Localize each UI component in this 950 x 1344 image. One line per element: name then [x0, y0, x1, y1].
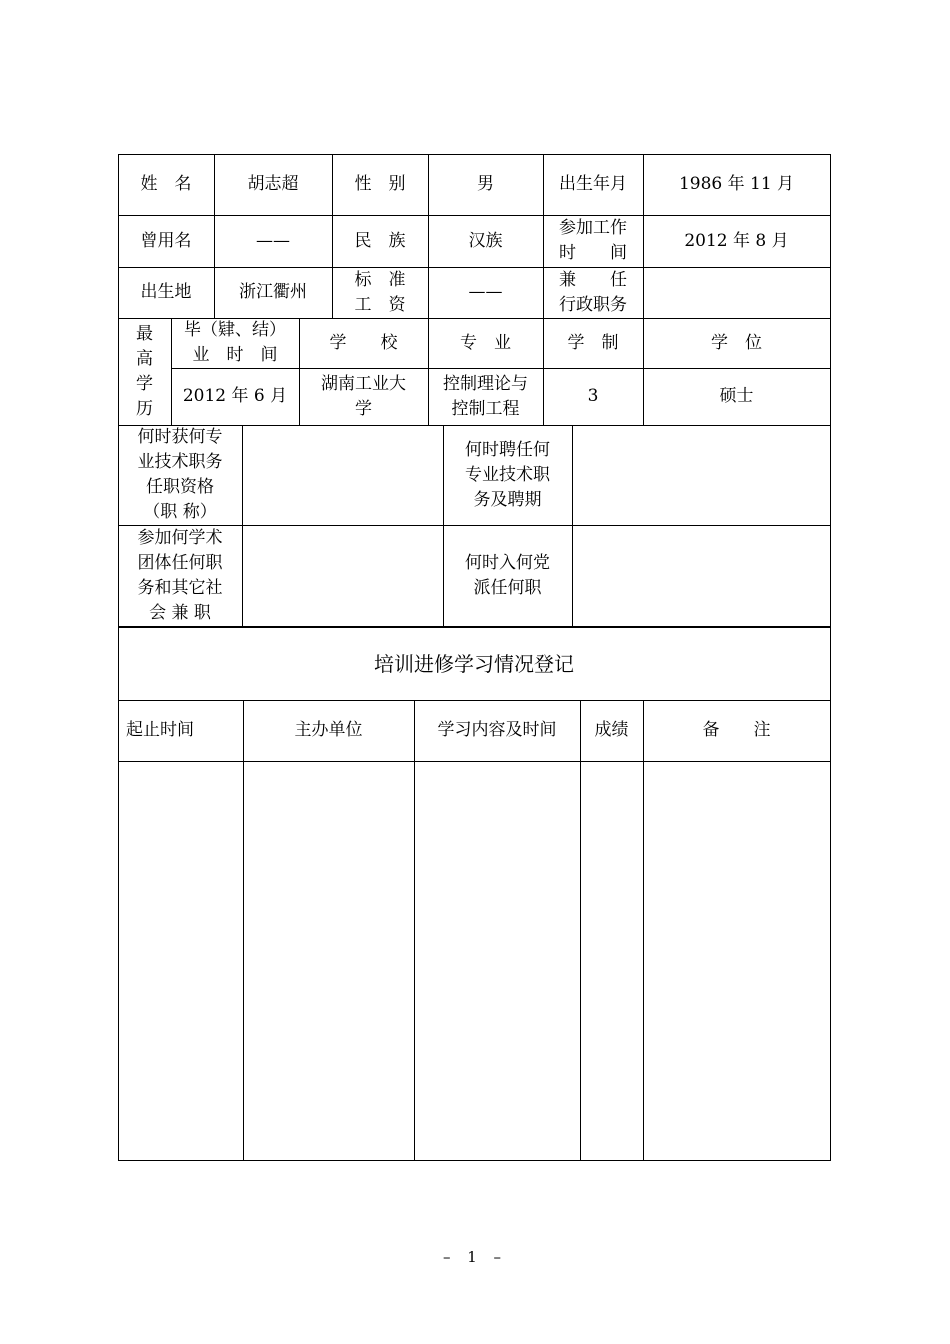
party-label: 何时入何党 派任何职 [465, 552, 550, 598]
title-qualification-label: 何时获何专 业技术职务 任职资格 （职 称） [137, 427, 223, 522]
table-rule [243, 700, 244, 1160]
degree-value: 硕士 [719, 386, 754, 406]
academic-post-value [242, 525, 443, 626]
grad-time-label: 毕（肄、结） 业 时 间 [184, 320, 286, 365]
table-rule [118, 761, 831, 762]
birth-value: 1986 年 11 月 [678, 174, 795, 194]
training-col-content: 学习内容及时间 [437, 720, 557, 740]
table-rule [643, 700, 644, 1160]
name-label: 姓 名 [140, 174, 192, 194]
degree-label: 学 位 [711, 332, 762, 353]
education-section-label: 最 高 学 历 [136, 323, 153, 419]
table-rule [414, 700, 415, 1160]
table-border [830, 154, 831, 1161]
title-qualification-value [242, 425, 443, 525]
training-heading: 培训进修学习情况登记 [374, 651, 574, 676]
appointment-label: 何时聘任何 专业技术职 务及聘期 [465, 439, 550, 510]
page-number: – 1 – [442, 1248, 508, 1266]
salary-value: —— [468, 282, 503, 302]
table-rule [580, 700, 581, 1160]
grad-time-value: 2012 年 6 月 [182, 386, 288, 406]
birth-label: 出生年月 [559, 174, 627, 194]
gender-value: 男 [477, 174, 494, 194]
duration-label: 学 制 [567, 332, 619, 353]
birthplace-label: 出生地 [140, 282, 192, 302]
training-col-score: 成绩 [594, 720, 629, 740]
training-col-organizer: 主办单位 [294, 720, 363, 740]
work-start-label: 参加工作 时 间 [559, 218, 627, 263]
former-name-value: —— [256, 230, 290, 251]
gender-label: 性 别 [354, 174, 406, 194]
ethnicity-value: 汉族 [468, 230, 503, 251]
school-value: 湖南工业大 学 [321, 373, 406, 419]
salary-label: 标 准 工 资 [354, 269, 406, 315]
admin-post-label: 兼 任 行政职务 [559, 269, 627, 315]
appointment-value [572, 425, 830, 525]
major-value: 控制理论与 控制工程 [443, 373, 528, 419]
training-col-period: 起止时间 [126, 720, 194, 740]
training-col-remarks: 备 注 [702, 720, 771, 740]
party-value [572, 525, 830, 626]
former-name-label: 曾用名 [140, 230, 192, 251]
work-start-value: 2012 年 8 月 [684, 230, 789, 251]
birthplace-value: 浙江衢州 [239, 282, 307, 302]
ethnicity-label: 民 族 [354, 230, 406, 251]
table-border [118, 1160, 831, 1161]
name-value: 胡志超 [247, 174, 299, 194]
school-label: 学 校 [329, 332, 398, 353]
academic-post-label: 参加何学术 团体任何职 务和其它社 会 兼 职 [137, 527, 223, 623]
duration-value: 3 [587, 386, 599, 406]
admin-post-value [643, 267, 830, 318]
major-label: 专 业 [460, 332, 511, 353]
